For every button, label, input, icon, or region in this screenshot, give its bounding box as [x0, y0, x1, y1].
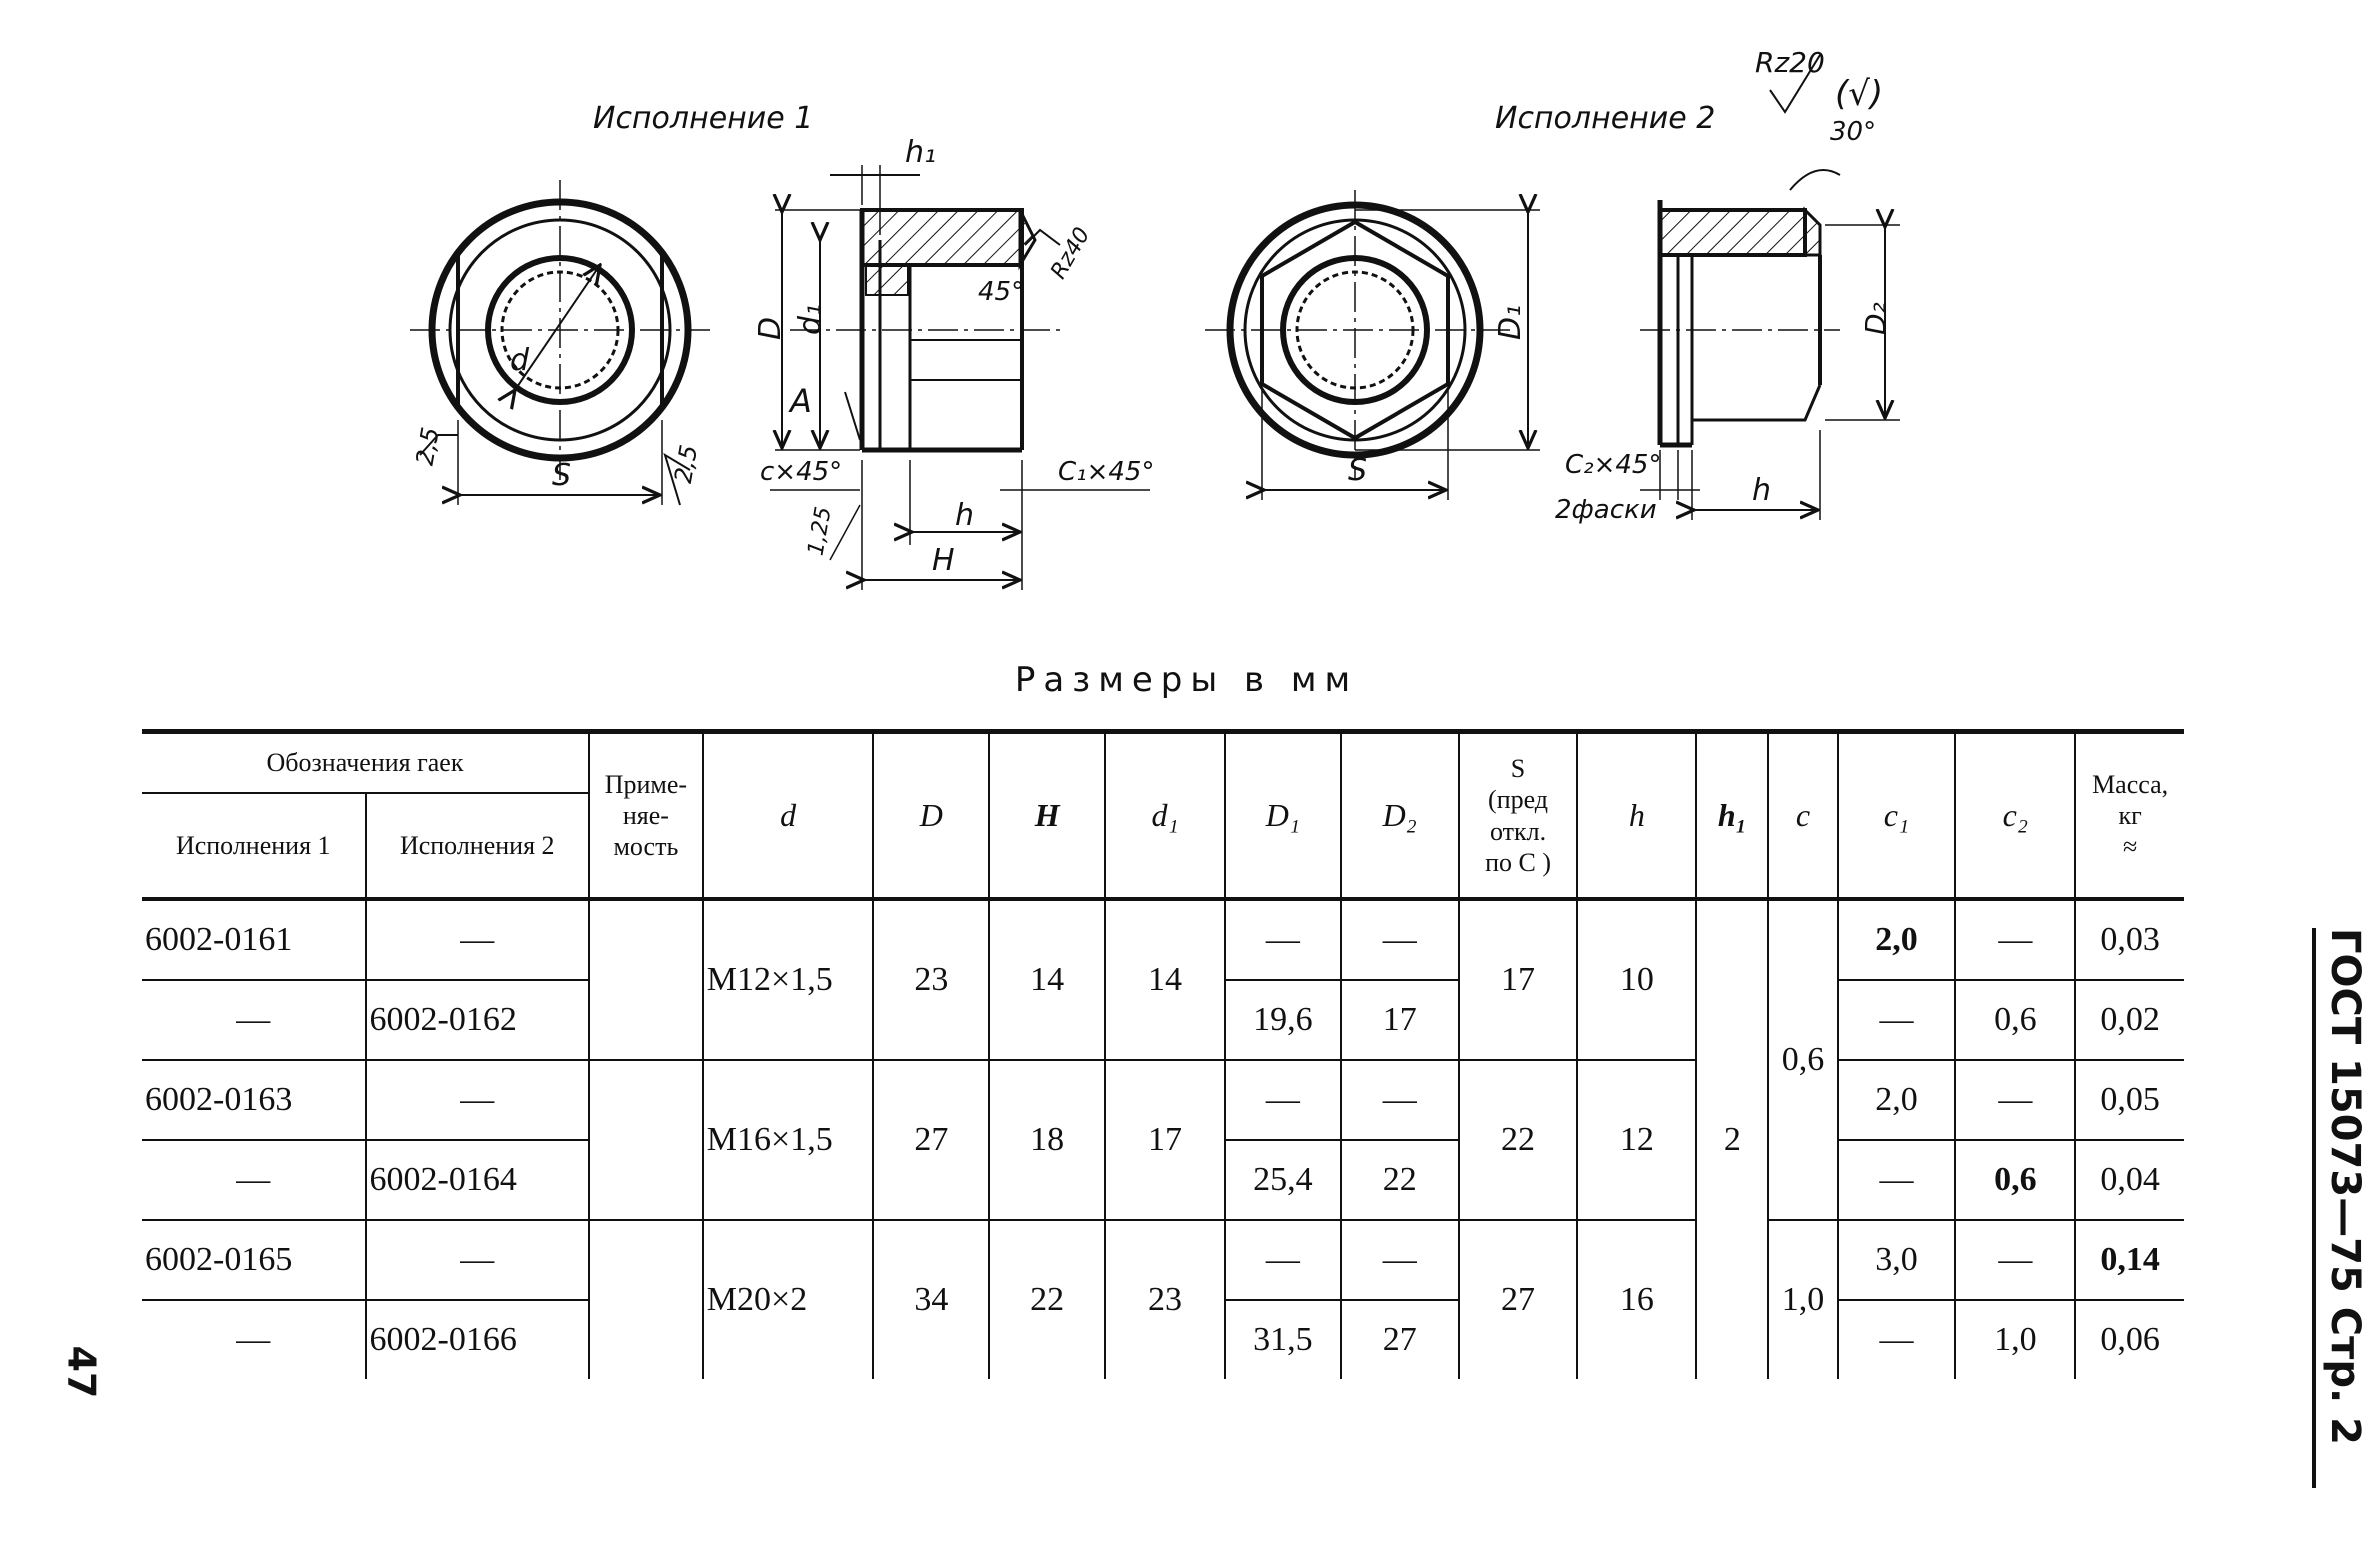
- label-D2: D₂: [1859, 302, 1892, 335]
- cell-H: 22: [989, 1220, 1105, 1379]
- header-variant2: Исполнения 2: [366, 793, 590, 899]
- cell-D2: —: [1341, 1220, 1459, 1300]
- cell-variant2: —: [366, 1220, 590, 1300]
- label-D1: D₁: [1493, 304, 1528, 340]
- header-S: S (пред откл. по C ): [1459, 732, 1578, 900]
- label-two-chamfers: 2фаски: [1555, 495, 1657, 525]
- table-row: [142, 1060, 2184, 1140]
- cell-mass: 0,03: [2075, 899, 2184, 980]
- header-h1: h₁: [1696, 732, 1768, 900]
- cell-c1: —: [1838, 1140, 1956, 1220]
- cell-mass: 0,02: [2075, 980, 2184, 1060]
- cell-variant1: 6002-0161: [142, 899, 366, 980]
- label-h-v2: h: [1752, 473, 1772, 508]
- cell-D1: 25,4: [1225, 1140, 1341, 1220]
- label-c1-45: C₁×45°: [1058, 457, 1155, 487]
- cell-c2: 1,0: [1955, 1300, 2075, 1379]
- header-H: H: [989, 732, 1105, 900]
- label-30deg: 30°: [1830, 117, 1877, 147]
- cell-D2: 17: [1341, 980, 1459, 1060]
- cell-D1: 31,5: [1225, 1300, 1341, 1379]
- label-c45: c×45°: [760, 457, 843, 487]
- cell-d1: 17: [1105, 1060, 1225, 1220]
- cell-variant2: 6002-0166: [366, 1300, 590, 1379]
- cell-variant2: 6002-0164: [366, 1140, 590, 1220]
- header-applicability: Приме- няе- мость: [589, 732, 703, 900]
- label-h-v1: h: [955, 498, 975, 533]
- cell-H: 14: [989, 899, 1105, 1060]
- cell-variant1: —: [236, 1321, 271, 1358]
- label-check: (√): [1835, 74, 1884, 114]
- cell-applicability: [589, 899, 703, 1060]
- cell-D2: 22: [1341, 1140, 1459, 1220]
- technical-drawings: [0, 0, 2373, 640]
- label-A: A: [790, 382, 812, 420]
- cell-c2: 0,6: [1955, 980, 2075, 1060]
- cell-h1: 2: [1696, 899, 1768, 1379]
- label-c2-45: C₂×45°: [1565, 450, 1662, 480]
- label-S-v2: S: [1348, 453, 1368, 488]
- cell-variant2: —: [366, 1060, 590, 1140]
- label-rz20: Rz20: [1755, 46, 1825, 79]
- cell-c1: —: [1838, 1300, 1956, 1379]
- variant2-front-view: [1205, 190, 1540, 500]
- header-d1: d₁: [1105, 732, 1225, 900]
- table-row: [142, 899, 2184, 980]
- cell-c1: 2,0: [1838, 1060, 1956, 1140]
- cell-variant1: —: [142, 980, 366, 1060]
- cell-S: 17: [1459, 899, 1578, 1060]
- cell-mass: 0,04: [2075, 1140, 2184, 1220]
- variant1-label: Исполнение 1: [593, 101, 814, 136]
- cell-S: 27: [1459, 1220, 1578, 1379]
- cell-d1: 14: [1105, 899, 1225, 1060]
- header-mass: Масса, кг ≈: [2075, 732, 2184, 900]
- header-d: d: [703, 732, 874, 900]
- cell-variant1: 6002-0165: [142, 1220, 366, 1300]
- cell-c-a: 0,6: [1768, 899, 1837, 1220]
- label-S-v1: S: [552, 458, 572, 493]
- header-c2: c₂: [1955, 732, 2075, 900]
- standard-header-text: ГОСТ 15073—75 Стр. 2: [2322, 928, 2368, 1445]
- standard-header: [2312, 928, 2368, 1488]
- variant2-label: Исполнение 2: [1495, 101, 1716, 136]
- cell-h: 10: [1577, 899, 1696, 1060]
- cell-H: 18: [989, 1060, 1105, 1220]
- header-c1: c₁: [1838, 732, 1956, 900]
- cell-mass: 0,06: [2075, 1300, 2184, 1379]
- cell-c2: —: [1955, 1220, 2075, 1300]
- cell-h: 16: [1577, 1220, 1696, 1379]
- cell-mass: 0,14: [2075, 1220, 2184, 1300]
- cell-d: M20×2: [703, 1220, 874, 1379]
- cell-d1: 23: [1105, 1220, 1225, 1379]
- page-number: 47: [59, 1345, 104, 1399]
- cell-D2: —: [1341, 899, 1459, 980]
- cell-c1: 2,0: [1838, 899, 1956, 980]
- label-d: d: [510, 343, 530, 378]
- label-45deg: 45°: [978, 277, 1025, 307]
- cell-c2: —: [1955, 1060, 2075, 1140]
- cell-c1: —: [1838, 980, 1956, 1060]
- cell-D: 34: [873, 1220, 989, 1379]
- cell-D1: —: [1225, 1220, 1341, 1300]
- label-2-5-right: 2,5: [668, 442, 704, 486]
- label-1-25: 1,25: [803, 504, 837, 558]
- cell-variant1: 6002-0163: [142, 1060, 366, 1140]
- cell-d: M12×1,5: [703, 899, 874, 1060]
- cell-variant2: 6002-0162: [366, 980, 590, 1060]
- cell-D1: —: [1225, 1060, 1341, 1140]
- dimensions-title: Размеры в мм: [1014, 660, 1359, 700]
- header-h: h: [1577, 732, 1696, 900]
- label-d1: d₁: [793, 303, 828, 335]
- cell-c-b: 1,0: [1768, 1220, 1837, 1379]
- cell-d: M16×1,5: [703, 1060, 874, 1220]
- label-H: H: [932, 543, 955, 578]
- label-D: D: [753, 316, 788, 340]
- cell-c1: 3,0: [1838, 1220, 1956, 1300]
- cell-variant2: —: [366, 899, 590, 980]
- cell-applicability: [589, 1060, 703, 1220]
- specification-table: [142, 729, 2184, 1379]
- cell-D1: 19,6: [1225, 980, 1341, 1060]
- header-designation: Обозначения гаек: [142, 732, 589, 794]
- label-h1: h₁: [905, 135, 937, 170]
- header-D2: D₂: [1341, 732, 1459, 900]
- header-D1: D₁: [1225, 732, 1341, 900]
- cell-mass: 0,05: [2075, 1060, 2184, 1140]
- label-2-5-left: 2,5: [410, 425, 445, 468]
- cell-h: 12: [1577, 1060, 1696, 1220]
- cell-D: 27: [873, 1060, 989, 1220]
- cell-c2: 0,6: [1955, 1140, 2075, 1220]
- cell-applicability: [589, 1220, 703, 1379]
- header-variant1: Исполнения 1: [142, 793, 366, 899]
- header-c: c: [1768, 732, 1837, 900]
- cell-D: 23: [873, 899, 989, 1060]
- label-rz40: Rz40: [1046, 223, 1096, 284]
- cell-S: 22: [1459, 1060, 1578, 1220]
- table-row: [142, 1220, 2184, 1300]
- cell-variant1: —: [142, 1140, 366, 1220]
- cell-D2: 27: [1341, 1300, 1459, 1379]
- header-D: D: [873, 732, 989, 900]
- cell-D2: —: [1341, 1060, 1459, 1140]
- cell-D1: —: [1225, 899, 1341, 980]
- variant1-front-view: [410, 180, 710, 505]
- cell-c2: —: [1955, 899, 2075, 980]
